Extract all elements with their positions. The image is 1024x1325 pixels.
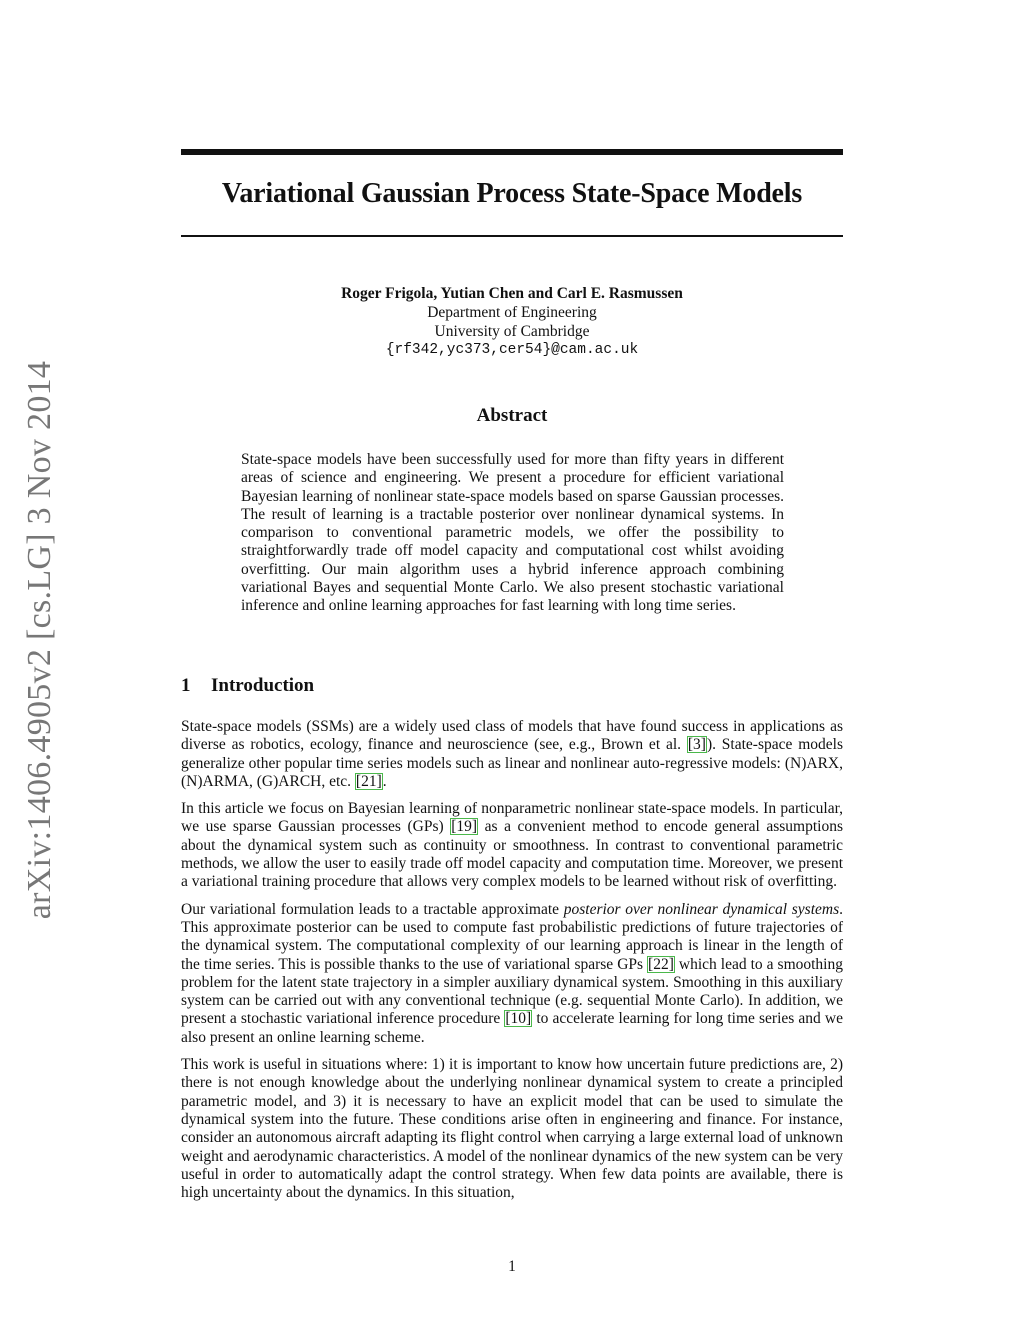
intro-paragraph-4: This work is useful in situations where: 1) it is important to know how uncertain future predictions are, 2) there is not enough knowledge about the underlying nonlinear dynamical system to create a principled parametric model, and 3) it is necessary to have an explicit model that can be used to simulate the dynamical system into the future. These conditions arise often in engineering and finance. For instance, consider an autonomous aircraft adapting its flight control when carrying a large external load of unknown weight and aerodynamic characteristics. A model of the nonlinear dynamics of the new system can be very useful in order to automatically adapt the control strategy. When few data points are available, there is high uncertainty about the dynamics. In this situation,	[181, 1056, 843, 1202]
author-university: University of Cambridge	[434, 323, 590, 340]
author-email: {rf342,yc373,cer54}@cam.ac.uk	[385, 342, 639, 358]
abstract-heading: Abstract	[476, 405, 548, 426]
text-run: ). State-space models generalize other popular time series models such as linear and nonlinear auto-regressive models: (N)ARX, (N)ARMA, (G)ARCH, etc.	[181, 736, 843, 790]
section-title: Introduction	[211, 675, 315, 696]
title-rule-bottom	[181, 235, 843, 237]
introduction-body	[181, 718, 843, 1211]
text-run: State-space models (SSMs) are a widely used class of models that have found success in applications as diverse as robotics, ecology, finance and neuroscience (see, e.g., Brown et al.	[181, 718, 843, 754]
text-run: In this article we focus on Bayesian learning of nonparametric nonlinear state-space models. In particular, we use sparse Gaussian processes (GPs)	[181, 800, 843, 836]
paper-title: Variational Gaussian Process State-Space Models	[221, 178, 803, 209]
citation-link[interactable]: [19]	[451, 818, 478, 836]
intro-paragraph-2	[181, 800, 843, 891]
text-run: which lead to a smoothing problem for the latent state trajectory in a simpler auxiliary dynamical system. Smoothing in this auxiliary system can be carried out with any conventional technique (e.g. sequential Monte Carlo). In addition, we present a stochastic variational inference procedure	[181, 955, 843, 1028]
citation-link[interactable]: [3]	[687, 736, 706, 754]
citation-link[interactable]: [21]	[355, 772, 382, 790]
intro-paragraph-3	[181, 901, 843, 1047]
text-run: . This approximate posterior can be used to compute fast probabilistic predictions of future trajectories of the dynamical system. The computational complexity of our learning approach is linear in the length of the time series. This is possible thanks to the use of variational sparse GPs	[181, 900, 843, 973]
emphasis-text: posterior over nonlinear dynamical systems	[563, 900, 840, 918]
title-rule-top	[181, 149, 843, 155]
text-run: Our variational formulation leads to a tractable approximate	[181, 900, 564, 918]
page-number: 1	[508, 1258, 516, 1275]
section-heading-introduction	[181, 675, 314, 697]
author-block	[181, 284, 843, 360]
abstract-text: State-space models have been successfully used for more than fifty years in different areas of science and engineering. We present a procedure for efficient variational Bayesian learning of nonlinear state-space models based on sparse Gaussian processes. The result of learning is a tractable posterior over nonlinear dynamical systems. In comparison to conventional parametric models, we offer the possibility to straightforwardly trade off model capacity and computational cost whilst avoiding overfitting. Our main algorithm uses a hybrid inference approach combining variational Bayes and sequential Monte Carlo. We also present stochastic variational inference and online learning approaches for fast learning with long time series.	[241, 451, 784, 615]
author-department: Department of Engineering	[427, 304, 597, 321]
citation-link[interactable]: [10]	[505, 1010, 532, 1028]
author-names: Roger Frigola, Yutian Chen and Carl E. Rasmussen	[341, 285, 683, 302]
text-run: as a convenient method to encode general assumptions about the dynamical system such as continuity or smoothness. In contrast to conventional parametric methods, we allow the user to easily trade off model capacity and computation time. Moreover, we present a variational training procedure that allows very complex models to be learned without risk of overfitting.	[181, 818, 844, 891]
text-run: .	[382, 772, 387, 790]
section-number: 1	[181, 675, 191, 696]
arxiv-sidebar-stamp: arXiv:1406.4905v2 [cs.LG] 3 Nov 2014	[21, 360, 58, 920]
text-run: to accelerate learning for long time series and we also present an online learning scheme.	[181, 1010, 843, 1046]
intro-paragraph-1	[181, 718, 843, 791]
citation-link[interactable]: [22]	[648, 955, 674, 973]
